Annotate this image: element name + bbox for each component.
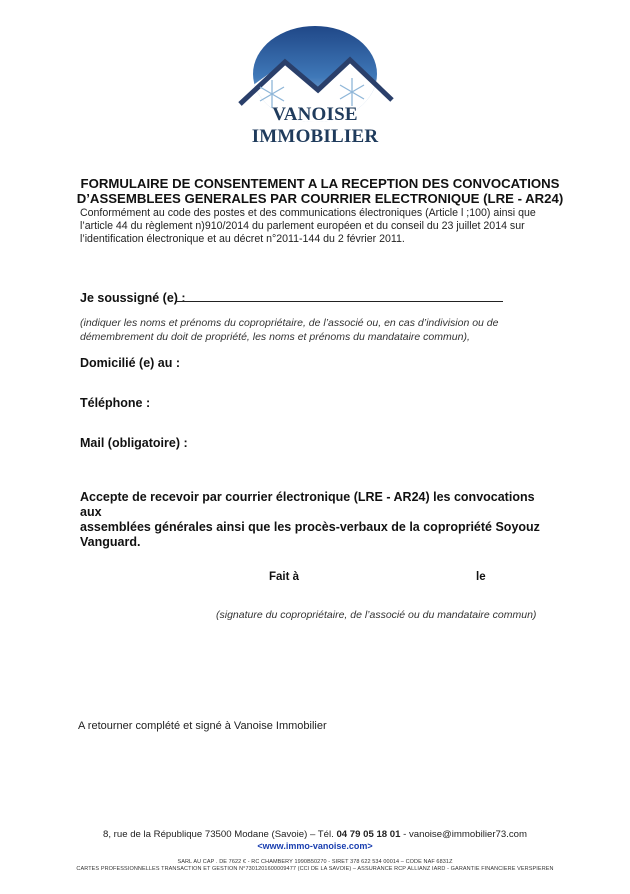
- title-line: D’ASSEMBLEES GENERALES PAR COURRIER ELECTRONIQUE (LRE - AR24): [76, 191, 564, 206]
- mail-field[interactable]: [190, 432, 560, 452]
- consent-line: assemblées générales ainsi que les procès-verbaux de la copropriété Soyouz: [80, 520, 540, 534]
- company-name: VANOISE IMMOBILIER: [251, 104, 379, 147]
- legal-intro: [80, 207, 570, 246]
- soussigne-field[interactable]: [175, 301, 503, 302]
- email-text[interactable]: - vanoise@immobilier73.com: [400, 829, 527, 840]
- telephone-label: Téléphone :: [80, 396, 151, 410]
- note-line: démembrement du doit de propriété, les noms et prénoms du mandataire commun),: [80, 330, 470, 343]
- footer-address: [60, 829, 570, 840]
- consent-line: Vanguard.: [80, 535, 141, 549]
- phone-number: 04 79 05 18 01: [336, 829, 401, 840]
- mail-label: Mail (obligatoire) :: [80, 436, 188, 450]
- website-link[interactable]: <www.immo-vanoise.com>: [257, 841, 373, 851]
- consent-line: Accepte de recevoir par courrier électronique (LRE - AR24) les convocations aux: [80, 490, 535, 519]
- fait-label: Fait à: [269, 571, 300, 583]
- form-title: [60, 176, 580, 206]
- domicile-field[interactable]: [180, 352, 560, 372]
- consent-statement: [80, 490, 550, 550]
- intro-line: l’article 44 du règlement n)910/2014 du parlement européen et du conseil du 23 juillet 2014 sur: [80, 220, 525, 232]
- date-label: le: [476, 571, 486, 583]
- fait-field[interactable]: [305, 567, 465, 585]
- telephone-field[interactable]: [155, 392, 555, 412]
- date-field[interactable]: [490, 567, 570, 585]
- intro-line: l’identification électronique et au décret n°2011-144 du 2 février 2011.: [80, 233, 405, 245]
- domicile-label: Domicilié (e) au :: [80, 356, 181, 370]
- intro-line: Conformément au code des postes et des communications électroniques (Article l ;100) ainsi que: [80, 207, 536, 219]
- title-line: FORMULAIRE DE CONSENTEMENT A LA RECEPTION DES CONVOCATIONS: [80, 176, 560, 191]
- address-text: 8, rue de la République 73500 Modane (Savoie) – Tél.: [103, 829, 334, 840]
- soussigne-label: Je soussigné (e) :: [80, 291, 186, 305]
- legal-line: CARTES PROFESSIONNELLES TRANSACTION ET GESTION N°7301201600009477 (CCI DE LA SAVOIE) – ASSURANCE RCP ALLIANZ IARD - GARANTIE FINANCIERE VERSPIEREN: [76, 866, 554, 872]
- return-instruction: A retourner complété et signé à Vanoise Immobilier: [78, 720, 327, 732]
- soussigne-note: [80, 317, 560, 344]
- signature-area[interactable]: [216, 630, 556, 690]
- signature-note: (signature du copropriétaire, de l’associé ou du mandataire commun): [216, 609, 537, 621]
- note-line: (indiquer les noms et prénoms du copropriétaire, de l’associé ou, en cas d’indivision ou de: [80, 317, 499, 329]
- legal-line: SARL AU CAP . DE 7622 € - RC CHAMBERY 1990B50270 - SIRET 378 622 534 00014 – CODE NAF 6831Z: [177, 859, 453, 865]
